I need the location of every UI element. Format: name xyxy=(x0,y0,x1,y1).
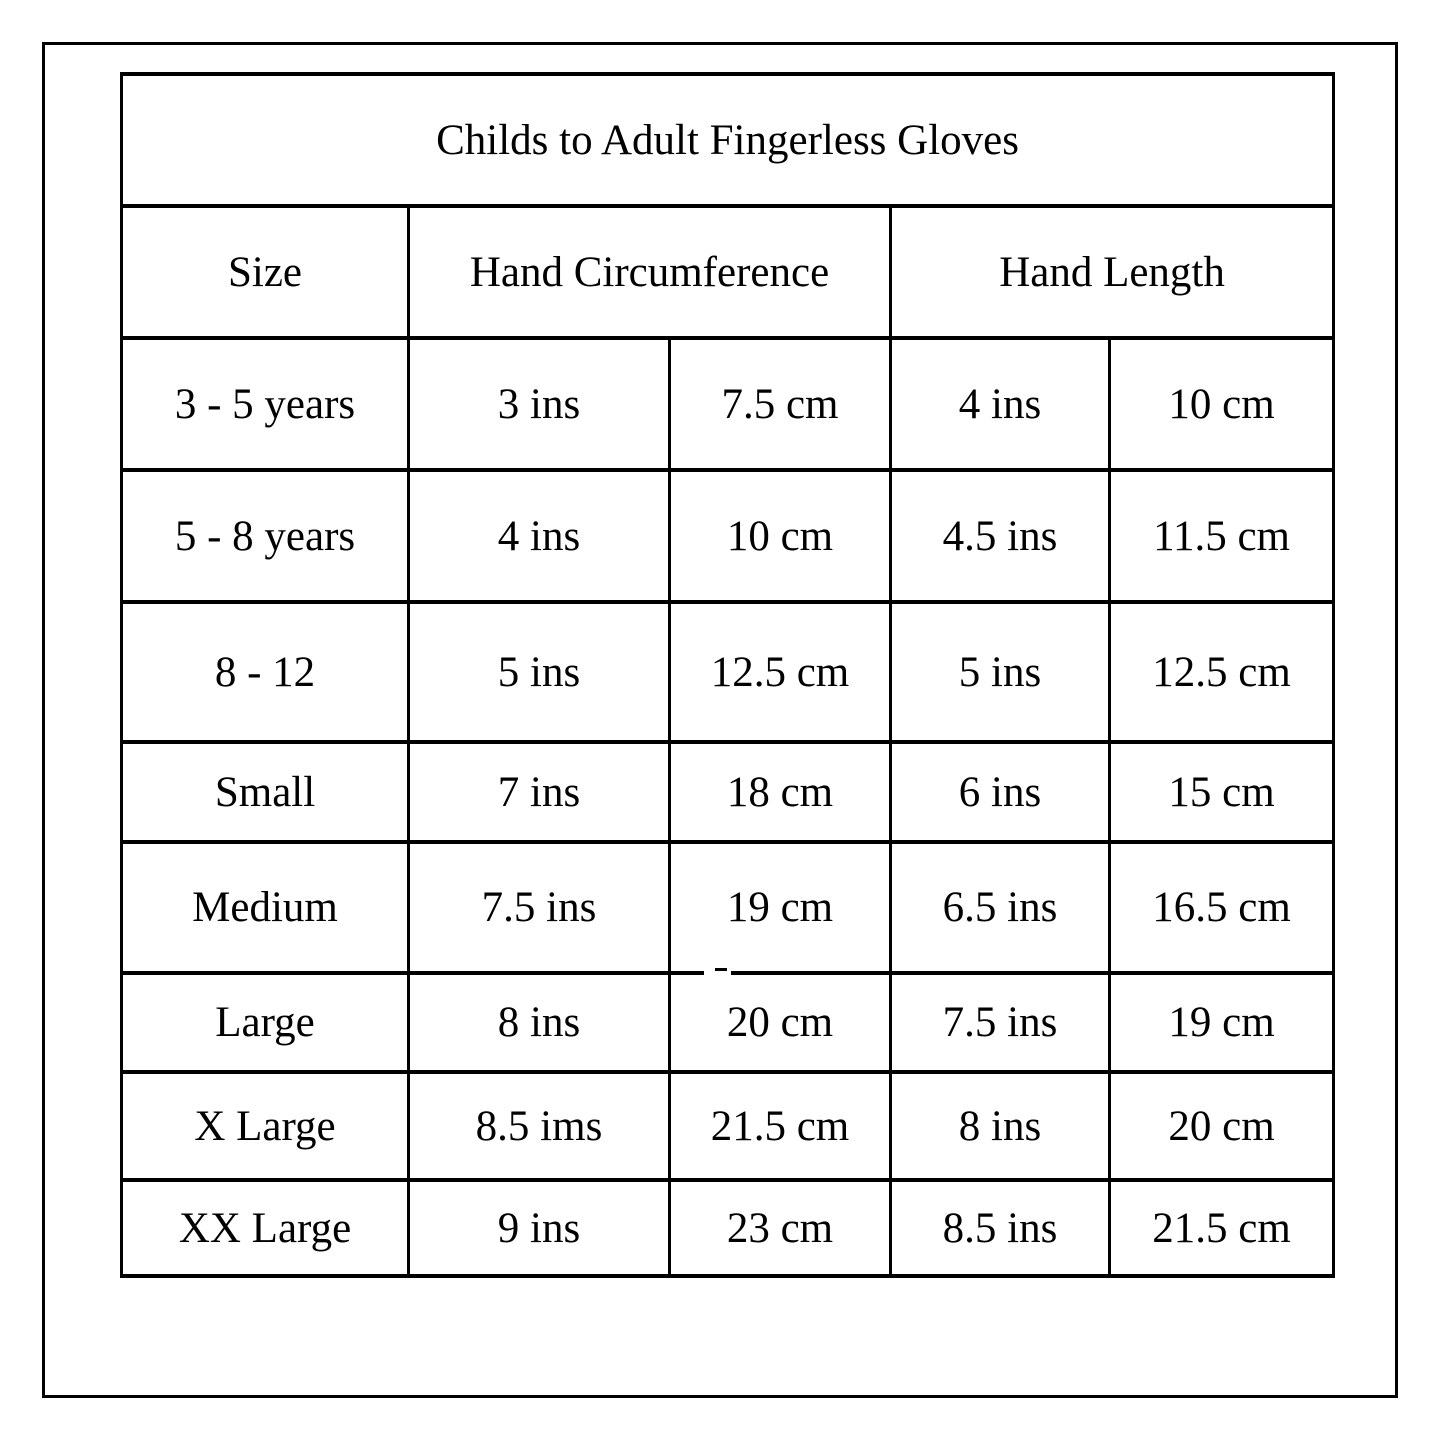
length-cm-cell: 10 cm xyxy=(1110,338,1334,470)
size-label-cell: X Large xyxy=(122,1072,409,1180)
length-cm-cell: 16.5 cm xyxy=(1110,842,1334,973)
circumference-cm-cell: 7.5 cm xyxy=(670,338,891,470)
size-chart xyxy=(120,72,1335,1278)
circumference-ins-cell: 4 ins xyxy=(409,470,670,602)
length-cm-cell: 20 cm xyxy=(1110,1072,1334,1180)
length-cm-cell: 19 cm xyxy=(1110,973,1334,1072)
circumference-cm-cell: 20 cm xyxy=(670,973,891,1072)
length-cm-cell: 15 cm xyxy=(1110,742,1334,842)
circumference-cm-cell: 21.5 cm xyxy=(670,1072,891,1180)
col-header-size: Size xyxy=(122,206,409,338)
header-row xyxy=(122,206,1334,338)
table-row xyxy=(122,842,1334,973)
size-chart-table xyxy=(120,72,1335,1278)
circumference-ins-cell: 7 ins xyxy=(409,742,670,842)
chart-title: Childs to Adult Fingerless Gloves xyxy=(122,74,1334,206)
length-ins-cell: 4.5 ins xyxy=(891,470,1110,602)
circumference-ins-cell: 9 ins xyxy=(409,1180,670,1276)
length-cm-cell: 11.5 cm xyxy=(1110,470,1334,602)
table-row xyxy=(122,1072,1334,1180)
circumference-ins-cell: 8.5 ims xyxy=(409,1072,670,1180)
col-header-hand-length: Hand Length xyxy=(891,206,1334,338)
circumference-cm-cell: 18 cm xyxy=(670,742,891,842)
table-row xyxy=(122,602,1334,742)
size-label-cell: Large xyxy=(122,973,409,1072)
circumference-ins-cell: 8 ins xyxy=(409,973,670,1072)
length-ins-cell: 6.5 ins xyxy=(891,842,1110,973)
length-ins-cell: 6 ins xyxy=(891,742,1110,842)
size-label-cell: Small xyxy=(122,742,409,842)
table-row xyxy=(122,973,1334,1072)
size-label-cell: 3 - 5 years xyxy=(122,338,409,470)
circumference-cm-cell: 12.5 cm xyxy=(670,602,891,742)
length-ins-cell: 4 ins xyxy=(891,338,1110,470)
title-row xyxy=(122,74,1334,206)
circumference-cm-cell: 23 cm xyxy=(670,1180,891,1276)
table-row xyxy=(122,742,1334,842)
length-cm-cell: 21.5 cm xyxy=(1110,1180,1334,1276)
circumference-ins-cell: 7.5 ins xyxy=(409,842,670,973)
circumference-ins-cell: 5 ins xyxy=(409,602,670,742)
length-ins-cell: 8.5 ins xyxy=(891,1180,1110,1276)
size-label-cell: Medium xyxy=(122,842,409,973)
table-row xyxy=(122,1180,1334,1276)
circumference-cm-cell: 10 cm xyxy=(670,470,891,602)
table-row xyxy=(122,470,1334,602)
size-label-cell: 5 - 8 years xyxy=(122,470,409,602)
col-header-hand-circumference: Hand Circumference xyxy=(409,206,891,338)
size-label-cell: XX Large xyxy=(122,1180,409,1276)
length-cm-cell: 12.5 cm xyxy=(1110,602,1334,742)
table-row xyxy=(122,338,1334,470)
size-label-cell: 8 - 12 xyxy=(122,602,409,742)
scan-artifact-dash xyxy=(715,968,727,971)
length-ins-cell: 8 ins xyxy=(891,1072,1110,1180)
circumference-cm-cell: 19 cm xyxy=(670,842,891,973)
length-ins-cell: 5 ins xyxy=(891,602,1110,742)
circumference-ins-cell: 3 ins xyxy=(409,338,670,470)
length-ins-cell: 7.5 ins xyxy=(891,973,1110,1072)
